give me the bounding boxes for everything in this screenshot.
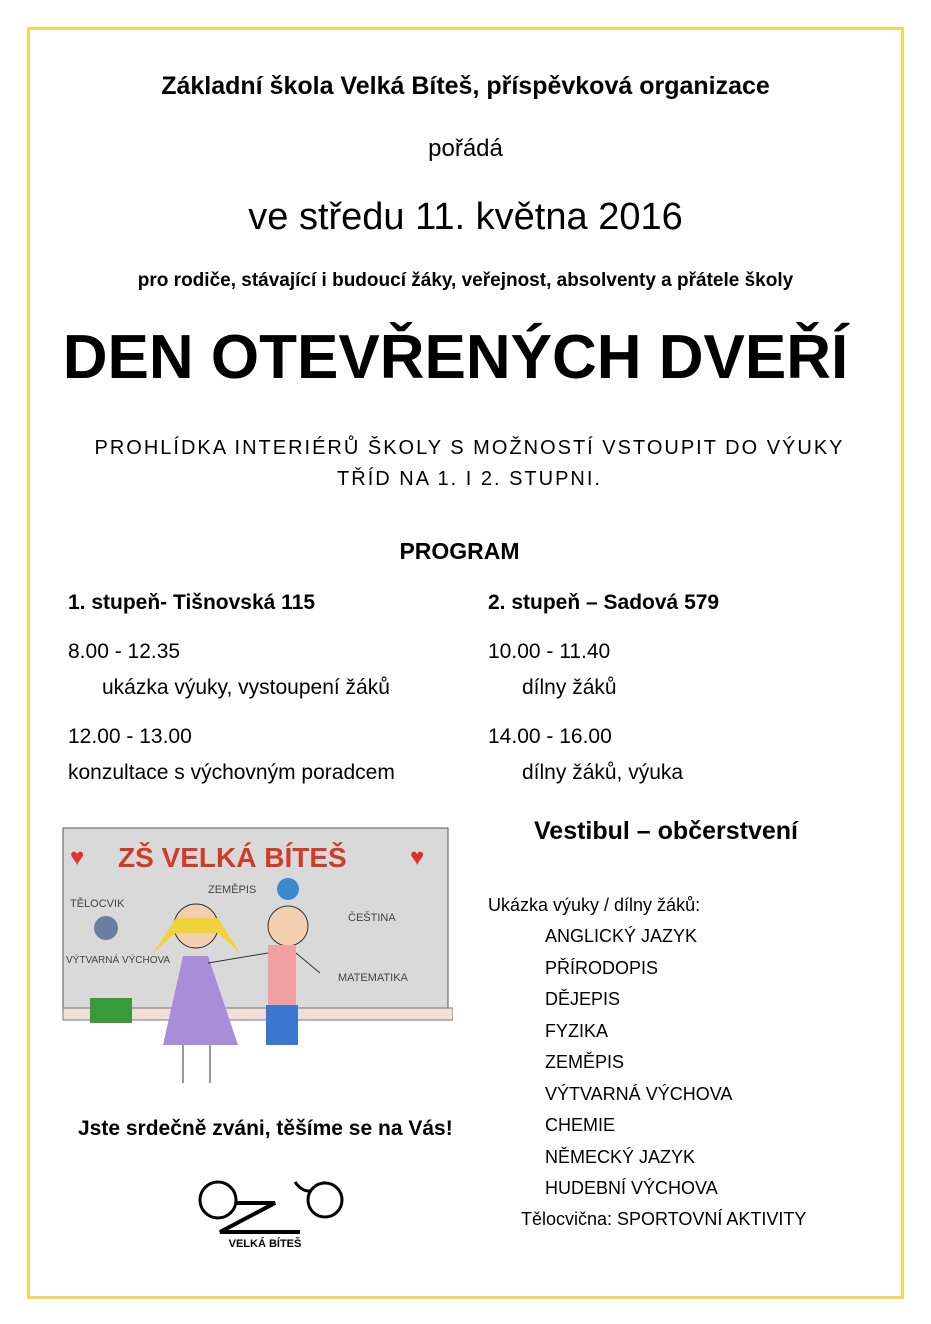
schedule-time: 10.00 - 11.40 [488,640,611,663]
drawing-label: ZEMĚPIS [208,884,257,896]
drawing-label: ČEŠTINA [348,912,396,924]
schedule-desc: dílny žáků [522,676,617,699]
vestibule-text: Vestibul – občerstvení [534,817,798,845]
demo-heading: Ukázka výuky / dílny žáků: [488,895,701,915]
gym-text: Tělocvična: SPORTOVNÍ AKTIVITY [521,1209,807,1229]
boy-shirt [268,945,296,1005]
subtitle-line1: PROHLÍDKA INTERIÉRŮ ŠKOLY S MOŽNOSTÍ VSTOUPIT DO VÝUKY [94,437,845,459]
school-logo [180,1170,350,1250]
drawing-label: VÝTVARNÁ VÝCHOVA [66,955,171,966]
audience: pro rodiče, stávající i budoucí žáky, veřejnost, absolventy a přátele školy [137,270,794,291]
subject-item: CHEMIE [545,1115,616,1135]
right-column-heading: 2. stupeň – Sadová 579 [488,591,720,614]
schedule-time: 12.00 - 13.00 [68,725,192,748]
school-drawing [58,823,453,1098]
invitation: Jste srdečně zváni, těšíme se na Vás! [78,1117,453,1140]
schedule-time: 8.00 - 12.35 [68,640,181,663]
boy-head [268,906,308,946]
subject-item: FYZIKA [545,1020,609,1041]
logo-text: VELKÁ BÍTEŠ [228,1238,302,1250]
left-column-heading: 1. stupeň- Tišnovská 115 [68,591,316,614]
subject-item: NĚMECKÝ JAZYK [545,1146,696,1167]
heart-icon: ♥ [410,844,425,871]
subject-item: VÝTVARNÁ VÝCHOVA [545,1083,733,1104]
ball-icon [94,916,118,940]
page-title: DEN OTEVŘENÝCH DVEŘÍ [62,323,849,392]
globe-icon [277,878,299,900]
sponge-icon [90,998,132,1023]
subject-item: ZEMĚPIS [545,1052,625,1072]
subject-item: DĚJEPIS [545,989,621,1009]
boy-shorts [266,1005,298,1045]
organizes-text: pořádá [428,135,503,162]
subject-item: HUDEBNÍ VÝCHOVA [545,1178,718,1198]
event-date: ve středu 11. května 2016 [248,196,683,238]
drawing-label: TĚLOCVIK [70,898,125,910]
schedule-desc: ukázka výuky, vystoupení žáků [102,676,390,699]
subtitle-line2: TŘÍD NA 1. I 2. STUPNI. [337,468,602,490]
drawing-label: MATEMATIKA [338,972,408,984]
schedule-desc: konzultace s výchovným poradcem [68,761,395,784]
heart-icon: ♥ [70,844,85,871]
organizer: Základní škola Velká Bíteš, příspěvková organizace [161,72,770,100]
schedule-time: 14.00 - 16.00 [488,725,612,748]
schedule-desc: dílny žáků, výuka [522,761,684,784]
subject-item: PŘÍRODOPIS [545,957,659,978]
subject-item: ANGLICKÝ JAZYK [545,926,698,946]
program-heading: PROGRAM [399,538,520,564]
drawing-title: ZŠ VELKÁ BÍTEŠ [118,842,347,873]
